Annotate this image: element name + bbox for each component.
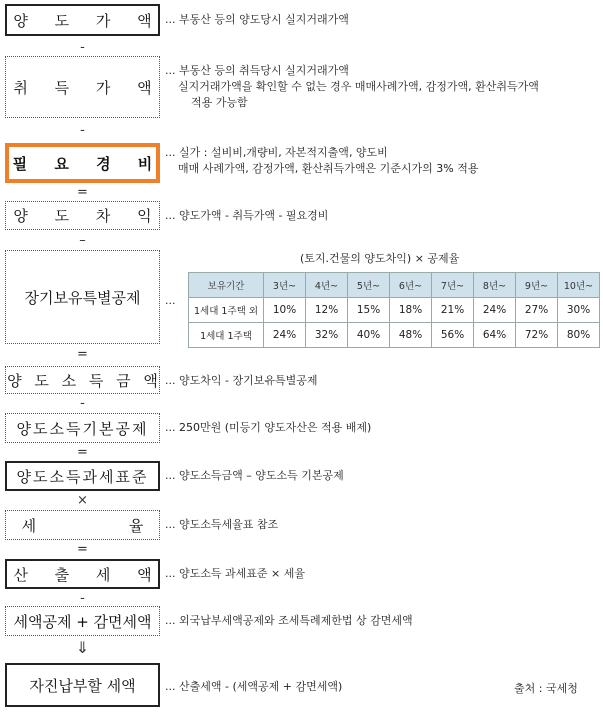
operator: - [80, 123, 85, 138]
operator: – [79, 233, 86, 248]
operator: = [77, 347, 88, 362]
step-box-long-term-deduction [5, 250, 160, 344]
operator: = [77, 445, 88, 460]
header-cell: 3년~ [264, 273, 306, 298]
step-box-calculated-tax [5, 559, 160, 589]
step-description: ... 250만원 (미등기 양도자산은 적용 배제) [165, 421, 372, 434]
step-box-basic-deduction [5, 413, 160, 443]
rate-cell: 80% [558, 323, 600, 348]
step-description: ... 양도가액 - 취득가액 - 필요경비 [165, 209, 329, 222]
rate-cell: 15% [348, 298, 390, 323]
rate-cell: 72% [516, 323, 558, 348]
table-title: (토지.건물의 양도차익) × 공제율 [300, 252, 460, 265]
down-arrow-icon: ⇓ [75, 638, 90, 657]
rate-cell: 10% [264, 298, 306, 323]
step-description: ... 양도차익 - 장기보유특별공제 [165, 374, 318, 387]
header-cell: 10년~ [558, 273, 600, 298]
step-box-tax-rate [5, 510, 160, 540]
row-label: 1세대 1주택 외 [189, 298, 264, 323]
header-cell: 4년~ [306, 273, 348, 298]
step-label: 양 도 소 득 금 액 [7, 371, 158, 390]
table-row [189, 323, 600, 348]
deduction-rate-table [188, 272, 600, 348]
step-label: 양도소득과세표준 [16, 467, 149, 486]
step-description: ... 실가 : 설비비,개량비, 자본적지출액, 양도비 매매 사례가액, 감정가액, 환산취득가액은 기준시가의 3% 적용 [165, 146, 479, 175]
header-cell: 보유기간 [189, 273, 264, 298]
rate-cell: 56% [432, 323, 474, 348]
step-label: 필 요 경 비 [12, 154, 153, 173]
rate-cell: 30% [558, 298, 600, 323]
header-cell: 9년~ [516, 273, 558, 298]
source-credit: 출처 : 국세청 [514, 682, 578, 695]
step-box-necessary-expenses [5, 143, 160, 183]
header-cell: 6년~ [390, 273, 432, 298]
rate-cell: 24% [264, 323, 306, 348]
step-label: 장기보유특별공제 [24, 288, 141, 307]
step-box-transfer-price [5, 4, 160, 36]
header-cell: 7년~ [432, 273, 474, 298]
header-cell: 8년~ [474, 273, 516, 298]
table-header-row [189, 273, 600, 298]
operator: - [80, 591, 85, 606]
operator: = [77, 542, 88, 557]
step-label: 세 율 [21, 516, 144, 535]
step-description: ... 부동산 등의 취득당시 실지거래가액 실지거래가액을 확인할 수 없는 경우 매매사례가액, 감정가액, 환산취득가액 적용 가능함 [165, 64, 539, 109]
step-box-payable-tax [5, 663, 160, 707]
rate-cell: 48% [390, 323, 432, 348]
step-description: ... 양도소득세율표 참조 [165, 518, 279, 531]
step-description: ... 부동산 등의 양도당시 실지거래가액 [165, 13, 349, 26]
rate-cell: 27% [516, 298, 558, 323]
step-description: ... 양도소득금액 – 양도소득 기본공제 [165, 469, 344, 482]
step-description: ... 외국납부세액공제와 조세특례제한법 상 감면세액 [165, 614, 413, 627]
step-label: 자진납부할 세액 [29, 676, 136, 695]
operator: = [77, 185, 88, 200]
step-description: ... 산출세액 - (세액공제 + 감면세액) [165, 680, 343, 693]
step-box-tax-base [5, 461, 160, 491]
operator: × [77, 493, 88, 508]
step-label: 양 도 차 익 [13, 207, 152, 225]
row-label: 1세대 1주택 [189, 323, 264, 348]
step-box-transfer-gain [5, 201, 160, 230]
rate-cell: 18% [390, 298, 432, 323]
step-box-credits-reductions [5, 606, 160, 636]
step-description: ... 양도소득 과세표준 × 세율 [165, 567, 305, 580]
step-box-transfer-income [5, 366, 160, 394]
rate-cell: 24% [474, 298, 516, 323]
step-box-acquisition-price [5, 56, 160, 118]
rate-cell: 21% [432, 298, 474, 323]
operator: - [80, 396, 85, 411]
step-label: 세액공제 + 감면세액 [13, 612, 152, 631]
rate-cell: 12% [306, 298, 348, 323]
header-cell: 5년~ [348, 273, 390, 298]
rate-cell: 40% [348, 323, 390, 348]
step-description: ... [165, 294, 176, 307]
table-row [189, 298, 600, 323]
step-label: 산 출 세 액 [13, 565, 152, 584]
rate-cell: 64% [474, 323, 516, 348]
operator: - [80, 40, 85, 55]
step-label: 취 득 가 액 [13, 78, 152, 97]
rate-cell: 32% [306, 323, 348, 348]
step-label: 양도소득기본공제 [16, 419, 149, 438]
step-label: 양 도 가 액 [13, 11, 152, 30]
